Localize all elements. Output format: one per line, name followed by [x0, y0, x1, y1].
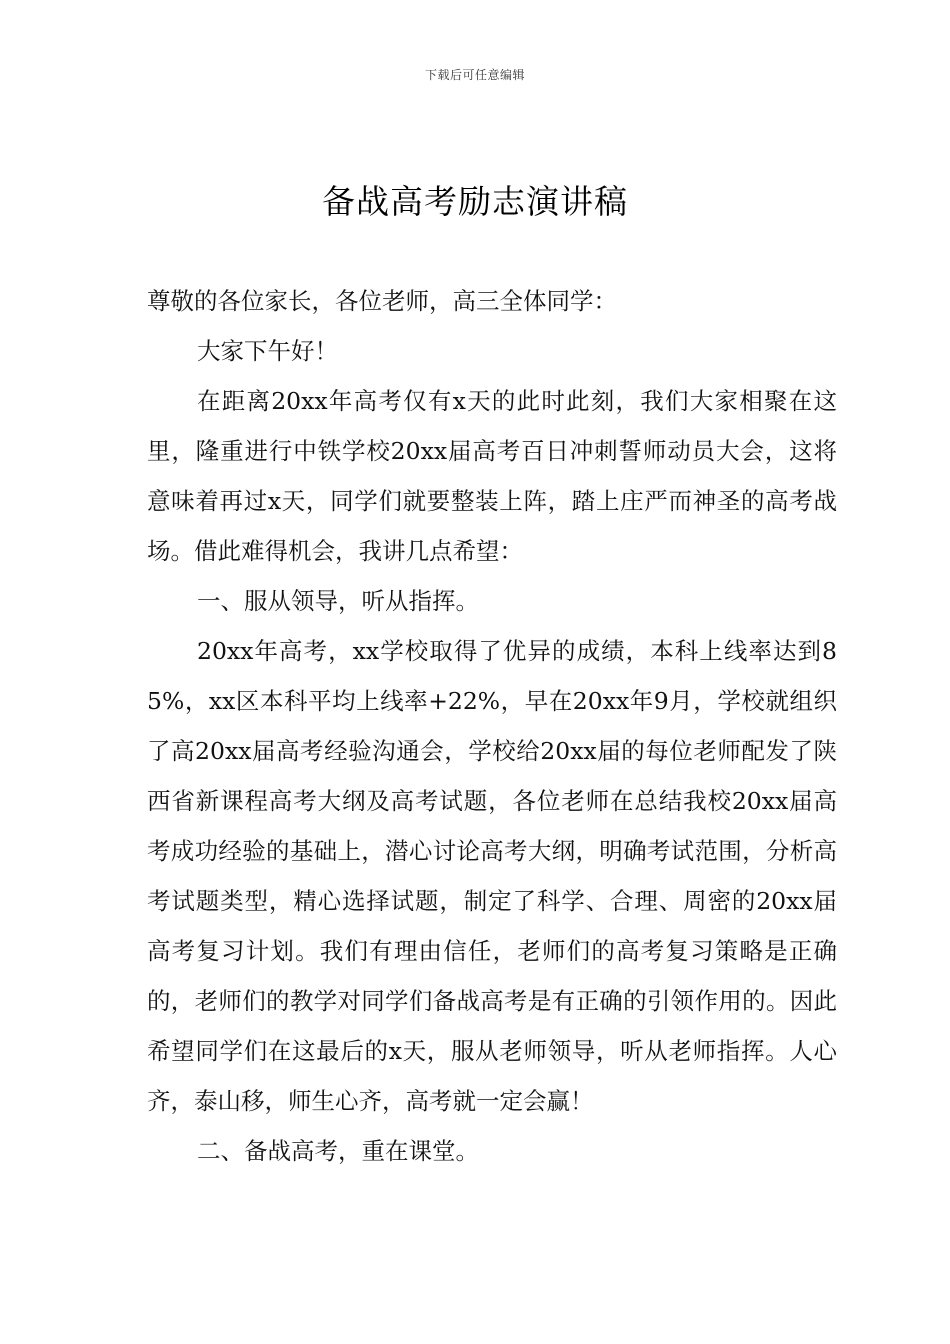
- greeting-paragraph: 大家下午好！: [197, 337, 338, 365]
- document-body: [147, 276, 837, 1176]
- section-heading-2: 二、备战高考，重在课堂。: [197, 1137, 479, 1165]
- salutation-paragraph: 尊敬的各位家长，各位老师，高三全体同学：: [147, 287, 617, 315]
- header-note: 下载后可任意编辑: [424, 68, 525, 82]
- section-1-paragraph: 20xx年高考，xx学校取得了优异的成绩，本科上线率达到85%，xx区本科平均上线率+22%，早在20xx年9月，学校就组织了高20xx届高考经验沟通会，学校给20xx届的每位老师配发了陕西省新课程高考大纲及高考试题，各位老师在总结我校20xx届高考成功经验的基础上，潜心讨论高考大纲，明确考试范围，分析高考试题类型，精心选择试题，制定了科学、合理、周密的20xx届高考复习计划。我们有理由信任，老师们的高考复习策略是正确的，老师们的教学对同学们备战高考是有正确的引领作用的。因此希望同学们在这最后的x天，服从老师领导，听从老师指挥。人心齐，泰山移，师生心齐，高考就一定会赢！: [147, 637, 837, 1115]
- intro-paragraph: 在距离20xx年高考仅有x天的此时此刻，我们大家相聚在这里，隆重进行中铁学校20xx届高考百日冲刺誓师动员大会，这将意味着再过x天，同学们就要整装上阵，踏上庄严而神圣的高考战场。借此难得机会，我讲几点希望：: [147, 387, 837, 565]
- section-heading-1: 一、服从领导，听从指挥。: [197, 587, 479, 615]
- document-title: 备战高考励志演讲稿: [322, 182, 628, 221]
